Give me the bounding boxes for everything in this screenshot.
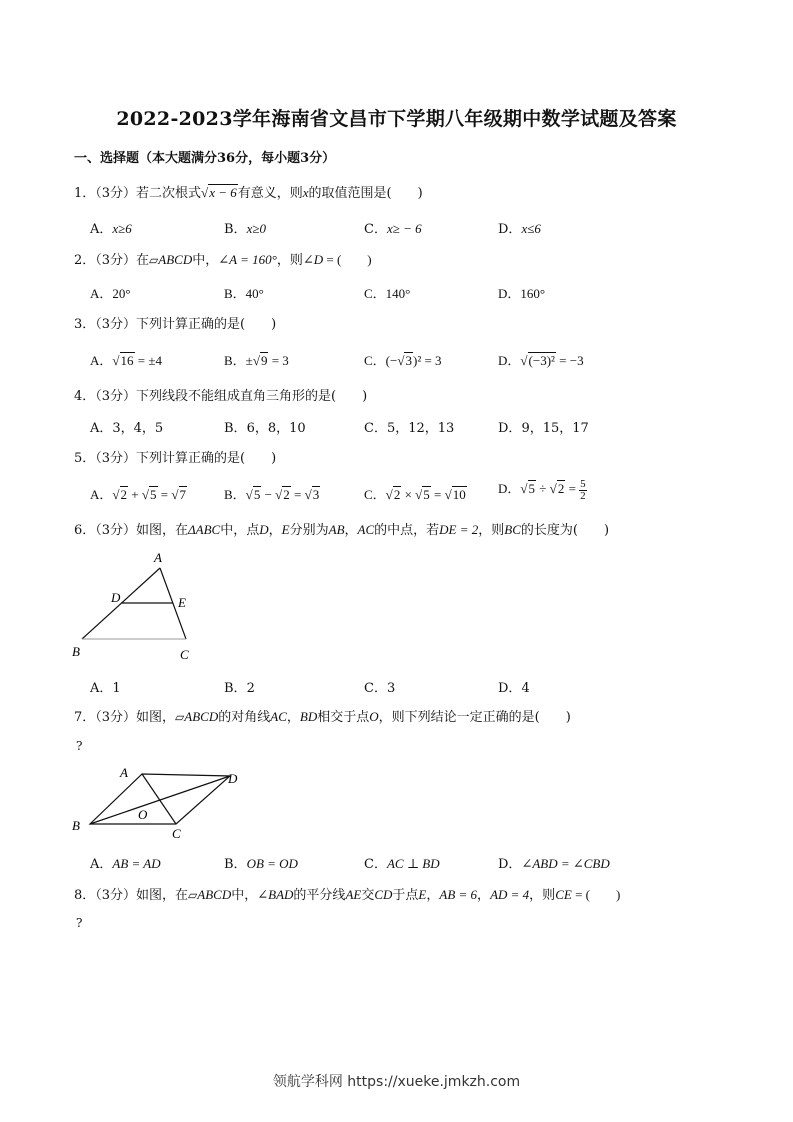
- q2-option-d[interactable]: D．160°: [498, 286, 546, 301]
- question-2-stem: 2．（3分）在▱ABCD中，∠A = 160°，则∠D = ( ): [74, 252, 372, 268]
- triangle-figure: [66, 548, 206, 664]
- parallelogram-icon: ▱: [149, 253, 159, 267]
- label-c: C: [180, 647, 189, 662]
- question-7-stem: 7．（3分）如图，▱ABCD的对角线AC，BD相交于点O，则下列结论一定正确的是( ): [74, 709, 571, 725]
- q4-option-b[interactable]: B．6，8，10: [224, 421, 306, 436]
- label-a: A: [154, 550, 162, 565]
- q6-option-b[interactable]: B．2: [224, 681, 255, 696]
- q7-option-a[interactable]: A．AB = AD: [90, 856, 161, 872]
- q7-option-c[interactable]: C．AC ⊥ BD: [364, 856, 440, 872]
- label-b: B: [72, 644, 80, 659]
- question-5-stem: 5．（3分）下列计算正确的是( ): [74, 451, 277, 466]
- q1-option-c[interactable]: C．x≥ − 6: [364, 221, 422, 237]
- question-3-stem: 3．（3分）下列计算正确的是( ): [74, 317, 277, 332]
- footer-watermark: 领航学科网 https://xueke.jmkzh.com: [272, 1074, 521, 1090]
- q3-option-b[interactable]: B．±√9 = 3: [224, 353, 289, 368]
- q4-option-c[interactable]: C．5，12，13: [364, 421, 455, 436]
- q4-option-d[interactable]: D．9，15，17: [498, 421, 589, 436]
- q4-option-a[interactable]: A．3，4，5: [90, 421, 164, 436]
- q3-option-d[interactable]: D．√(−3)² = −3: [498, 353, 584, 368]
- page-title: 2022-2023学年海南省文昌市下学期八年级期中数学试题及答案: [116, 108, 677, 130]
- label-b: B: [72, 818, 80, 833]
- section-heading: 一、选择题（本大题满分36分，每小题3分）: [74, 151, 336, 166]
- q7-option-b[interactable]: B．OB = OD: [224, 856, 298, 872]
- sqrt-expression: √x − 6: [201, 185, 237, 200]
- q6-option-d[interactable]: D．4: [498, 681, 530, 696]
- q5-option-d[interactable]: D．√5 ÷ √2 = $\frac{5}{2}$: [498, 477, 586, 502]
- question-4-stem: 4．（3分）下列线段不能组成直角三角形的是( ): [74, 389, 368, 404]
- diagonal-bd: [90, 776, 230, 824]
- label-c: C: [172, 826, 181, 841]
- label-e: E: [178, 595, 186, 610]
- parallelogram-icon: ▱: [188, 888, 198, 902]
- q5-option-a[interactable]: A．√2 + √5 = √7: [90, 487, 186, 502]
- q2-option-b[interactable]: B．40°: [224, 286, 264, 301]
- q5-option-b[interactable]: B．√5 − √2 = √3: [224, 487, 320, 502]
- q3-option-a[interactable]: A．√16 = ±4: [90, 353, 162, 368]
- parallelogram-figure: [66, 762, 252, 842]
- question-1-stem: 1．（3分）若二次根式√x − 6有意义，则x的取值范围是( ): [74, 185, 423, 201]
- label-d: D: [228, 771, 238, 786]
- q1-option-a[interactable]: A．x≥6: [90, 221, 132, 237]
- question-7-qmark: ?: [76, 739, 83, 753]
- q3-option-c[interactable]: C．(−√3)² = 3: [364, 353, 442, 368]
- q7-option-d[interactable]: D．∠ABD = ∠CBD: [498, 856, 610, 872]
- q6-option-c[interactable]: C．3: [364, 681, 396, 696]
- label-o: O: [138, 807, 148, 822]
- q2-option-c[interactable]: C．140°: [364, 286, 411, 301]
- label-a: A: [120, 765, 128, 780]
- q5-option-c[interactable]: C．√2 × √5 = √10: [364, 487, 466, 502]
- q1-option-d[interactable]: D．x≤6: [498, 221, 541, 237]
- fraction: $\frac{5}{2}$: [580, 477, 586, 502]
- parallelogram-icon: ▱: [175, 710, 185, 724]
- q6-option-a[interactable]: A．1: [90, 681, 121, 696]
- q2-option-a[interactable]: A．20°: [90, 286, 131, 301]
- question-8-qmark: ?: [76, 916, 83, 930]
- label-d: D: [111, 590, 121, 605]
- q1-option-b[interactable]: B．x≥0: [224, 221, 266, 237]
- question-8-stem: 8．（3分）如图，在▱ABCD中，∠BAD的平分线AE交CD于点E，AB = 6，AD = 4，则CE = ( ): [74, 887, 621, 903]
- question-6-stem: 6．（3分）如图，在ΔABC中，点D，E分别为AB，AC的中点，若DE = 2，则BC的长度为( ): [74, 522, 610, 538]
